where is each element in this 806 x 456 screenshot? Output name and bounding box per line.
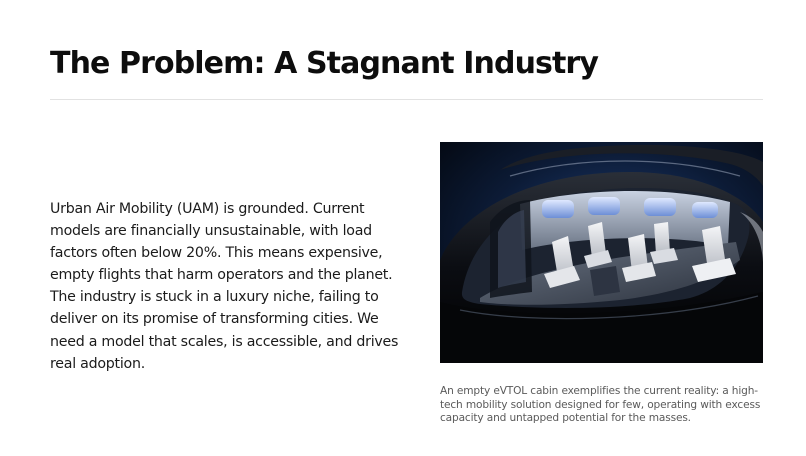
slide-title: The Problem: A Stagnant Industry: [50, 46, 598, 81]
image-caption: An empty eVTOL cabin exemplifies the current reality: a high-tech mobility solution designed for few, operating with excess capacity and untapped potential for the masses.: [440, 385, 761, 425]
title-divider: [50, 99, 763, 100]
evtol-cabin-image: [440, 142, 763, 363]
evtol-cabin-illustration: [440, 142, 763, 363]
problem-statement: Urban Air Mobility (UAM) is grounded. Current models are financially unsustainable, with load factors often below 20%. This means expensive, empty flights that harm operators and the planet. The industry is stuck in a luxury niche, failing to deliver on its promise of transforming cities. We need a model that scales, is accessible, and drives real adoption.: [50, 201, 399, 372]
